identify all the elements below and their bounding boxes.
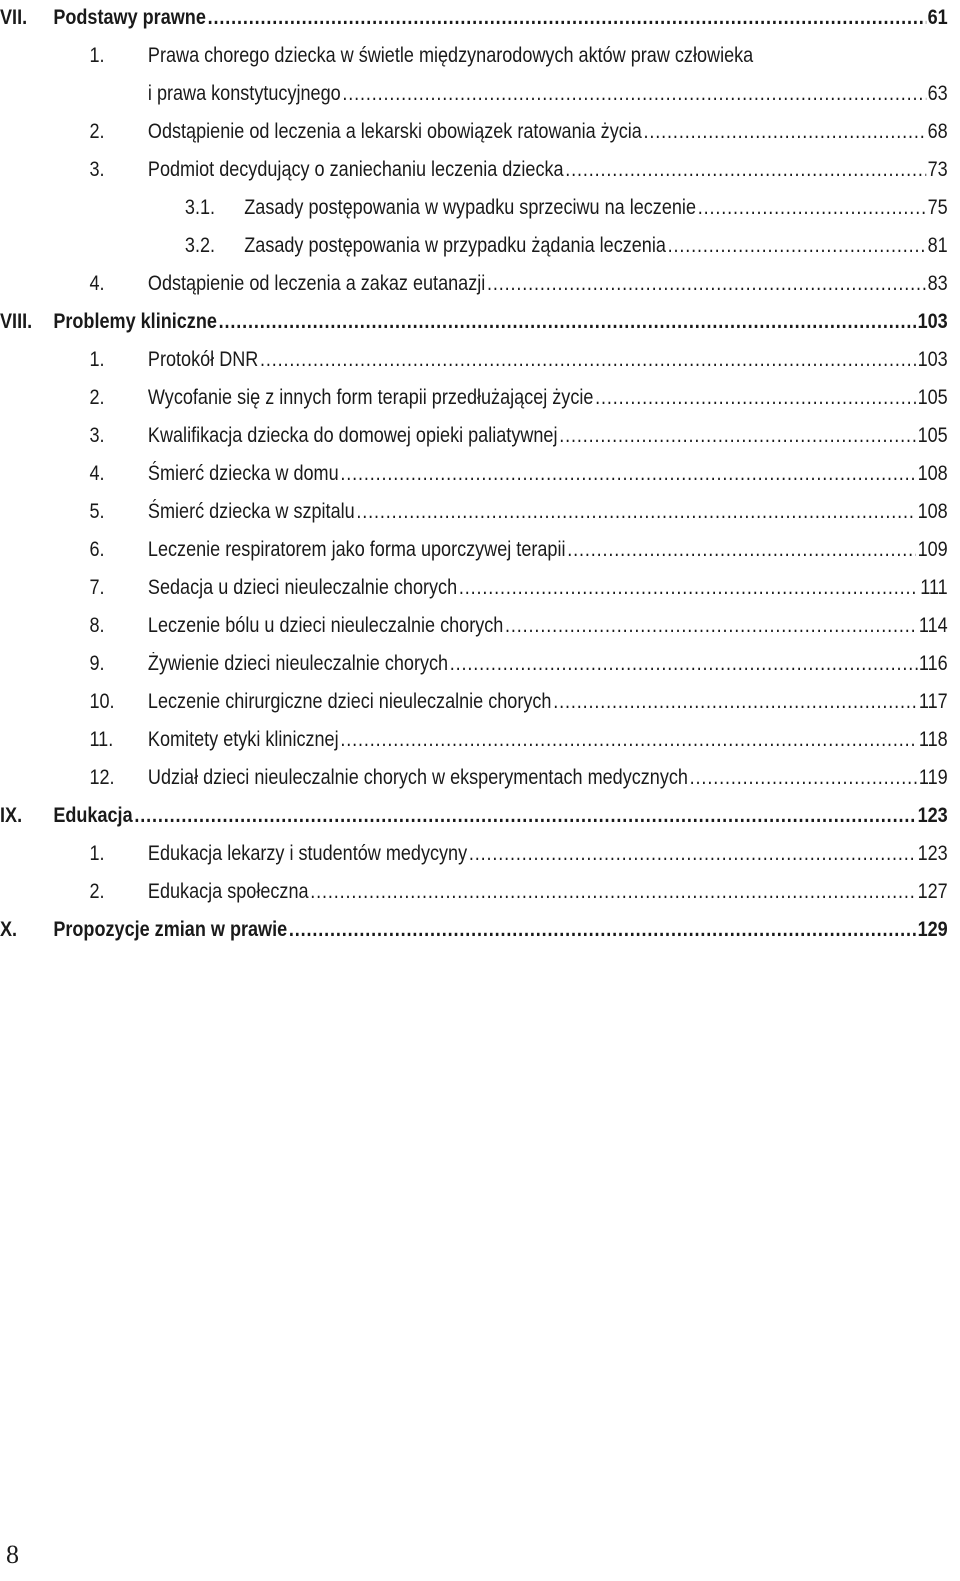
entry-title: Edukacja społeczna: [147, 880, 309, 903]
entry-number: 1.: [89, 44, 105, 67]
entry-number: 8.: [89, 614, 105, 637]
page-ref: 111: [920, 576, 948, 599]
dot-leader: [567, 538, 916, 562]
entry-title: Leczenie bólu u dzieci nieuleczalnie chorych: [147, 614, 504, 637]
toc-entry-vii-3-1[interactable]: [0, 182, 948, 220]
entry-number: 12.: [89, 766, 115, 789]
page-ref: 68: [927, 120, 948, 143]
entry-number: 4.: [89, 272, 105, 295]
dot-leader: [219, 310, 916, 334]
chapter-number: IX.: [0, 804, 23, 827]
entry-number: 5.: [89, 500, 105, 523]
dot-leader: [505, 614, 917, 638]
entry-number: 3.: [89, 424, 105, 447]
dot-leader: [644, 120, 926, 144]
page-ref: 123: [917, 842, 948, 865]
toc-entry-viii-3[interactable]: [0, 410, 948, 448]
toc-entry-viii-10[interactable]: [0, 676, 948, 714]
entry-number: 2.: [89, 120, 105, 143]
dot-leader: [340, 462, 916, 486]
entry-title: Komitety etyki klinicznej: [147, 728, 339, 751]
toc-entry-viii-2[interactable]: [0, 372, 948, 410]
toc-entry-viii-12[interactable]: [0, 752, 948, 790]
page-ref: 117: [918, 690, 948, 713]
toc-chapter-vii[interactable]: [0, 0, 948, 30]
toc-entry-viii-6[interactable]: [0, 524, 948, 562]
entry-number: 6.: [89, 538, 105, 561]
dot-leader: [595, 386, 916, 410]
toc-entry-viii-9[interactable]: [0, 638, 948, 676]
entry-title: Edukacja lekarzy i studentów medycyny: [147, 842, 468, 865]
toc-entry-viii-11[interactable]: [0, 714, 948, 752]
toc-entry-vii-3-2[interactable]: [0, 220, 948, 258]
page-number: 8: [6, 1540, 19, 1569]
entry-number: 3.1.: [184, 196, 216, 219]
dot-leader: [459, 576, 919, 600]
dot-leader: [310, 880, 916, 904]
page-ref: 129: [917, 918, 948, 941]
toc-entry-vii-2[interactable]: [0, 106, 948, 144]
toc-entry-vii-1[interactable]: [0, 30, 948, 68]
chapter-number: VII.: [0, 6, 28, 29]
toc-entry-viii-7[interactable]: [0, 562, 948, 600]
dot-leader: [342, 82, 926, 106]
dot-leader: [668, 234, 926, 258]
page-ref: 75: [927, 196, 948, 219]
entry-title: Śmierć dziecka w domu: [147, 462, 339, 485]
entry-title: Leczenie respiratorem jako forma uporczywej terapii: [147, 538, 566, 561]
toc-chapter-ix[interactable]: [0, 790, 948, 828]
page-ref: 73: [927, 158, 948, 181]
dot-leader: [450, 652, 917, 676]
toc-entry-vii-3[interactable]: [0, 144, 948, 182]
dot-leader: [134, 804, 916, 828]
page-ref: 116: [918, 652, 948, 675]
chapter-title: Podstawy prawne: [53, 6, 206, 29]
entry-number: 1.: [89, 348, 105, 371]
dot-leader: [469, 842, 916, 866]
toc-entry-ix-2[interactable]: [0, 866, 948, 904]
page-ref: 81: [927, 234, 948, 257]
entry-title: Śmierć dziecka w szpitalu: [147, 500, 355, 523]
entry-title: Zasady postępowania w przypadku żądania leczenia: [244, 234, 666, 257]
toc-entry-vii-4[interactable]: [0, 258, 948, 296]
entry-title: Prawa chorego dziecka w świetle międzynarodowych aktów praw człowieka: [147, 44, 754, 67]
chapter-title: Problemy kliniczne: [53, 310, 217, 333]
page-ref: 105: [917, 424, 948, 447]
toc-entry-viii-8[interactable]: [0, 600, 948, 638]
page-ref: 83: [927, 272, 948, 295]
dot-leader: [208, 6, 926, 30]
entry-number: 2.: [89, 386, 105, 409]
toc-chapter-x[interactable]: [0, 904, 948, 942]
chapter-title: Edukacja: [53, 804, 133, 827]
entry-number: 9.: [89, 652, 105, 675]
dot-leader: [340, 728, 917, 752]
page-ref: 123: [917, 804, 948, 827]
toc-entry-vii-1-cont[interactable]: [0, 68, 948, 106]
dot-leader: [565, 158, 926, 182]
page-ref: 114: [918, 614, 948, 637]
chapter-number: VIII.: [0, 310, 33, 333]
entry-title: i prawa konstytucyjnego: [147, 82, 341, 105]
page-ref: 118: [918, 728, 948, 751]
page-ref: 108: [917, 462, 948, 485]
toc-entry-ix-1[interactable]: [0, 828, 948, 866]
page-ref: 61: [927, 6, 948, 29]
entry-title: Żywienie dzieci nieuleczalnie chorych: [147, 652, 449, 675]
page-ref: 108: [917, 500, 948, 523]
toc-entry-viii-1[interactable]: [0, 334, 948, 372]
entry-number: 10.: [89, 690, 115, 713]
chapter-number: X.: [0, 918, 18, 941]
page-ref: 63: [927, 82, 948, 105]
page-ref: 127: [917, 880, 948, 903]
entry-number: 3.: [89, 158, 105, 181]
entry-number: 1.: [89, 842, 105, 865]
entry-number: 7.: [89, 576, 105, 599]
page-ref: 103: [917, 310, 948, 333]
dot-leader: [289, 918, 916, 942]
dot-leader: [559, 424, 916, 448]
entry-number: 3.2.: [184, 234, 216, 257]
dot-leader: [698, 196, 926, 220]
page-ref: 109: [917, 538, 948, 561]
entry-number: 2.: [89, 880, 105, 903]
entry-number: 4.: [89, 462, 105, 485]
toc-chapter-viii[interactable]: [0, 296, 948, 334]
entry-title: Kwalifikacja dziecka do domowej opieki paliatywnej: [147, 424, 558, 447]
entry-title: Odstąpienie od leczenia a zakaz eutanazji: [147, 272, 486, 295]
toc-entry-viii-4[interactable]: [0, 448, 948, 486]
entry-title: Zasady postępowania w wypadku sprzeciwu na leczenie: [244, 196, 696, 219]
entry-number: 11.: [89, 728, 114, 751]
dot-leader: [487, 272, 926, 296]
entry-title: Odstąpienie od leczenia a lekarski obowiązek ratowania życia: [147, 120, 642, 143]
page-ref: 105: [917, 386, 948, 409]
dot-leader: [553, 690, 917, 714]
dot-leader: [260, 348, 916, 372]
entry-title: Udział dzieci nieuleczalnie chorych w eksperymentach medycznych: [147, 766, 688, 789]
page-ref: 119: [918, 766, 948, 789]
entry-title: Wycofanie się z innych form terapii przedłużającej życie: [147, 386, 594, 409]
chapter-title: Propozycje zmian w prawie: [53, 918, 288, 941]
dot-leader: [690, 766, 918, 790]
entry-title: Sedacja u dzieci nieuleczalnie chorych: [147, 576, 458, 599]
dot-leader: [356, 500, 915, 524]
entry-title: Protokół DNR: [147, 348, 259, 371]
entry-title: Podmiot decydujący o zaniechaniu leczenia dziecka: [147, 158, 564, 181]
entry-title: Leczenie chirurgiczne dzieci nieuleczalnie chorych: [147, 690, 552, 713]
toc-entry-viii-5[interactable]: [0, 486, 948, 524]
page-ref: 103: [917, 348, 948, 371]
